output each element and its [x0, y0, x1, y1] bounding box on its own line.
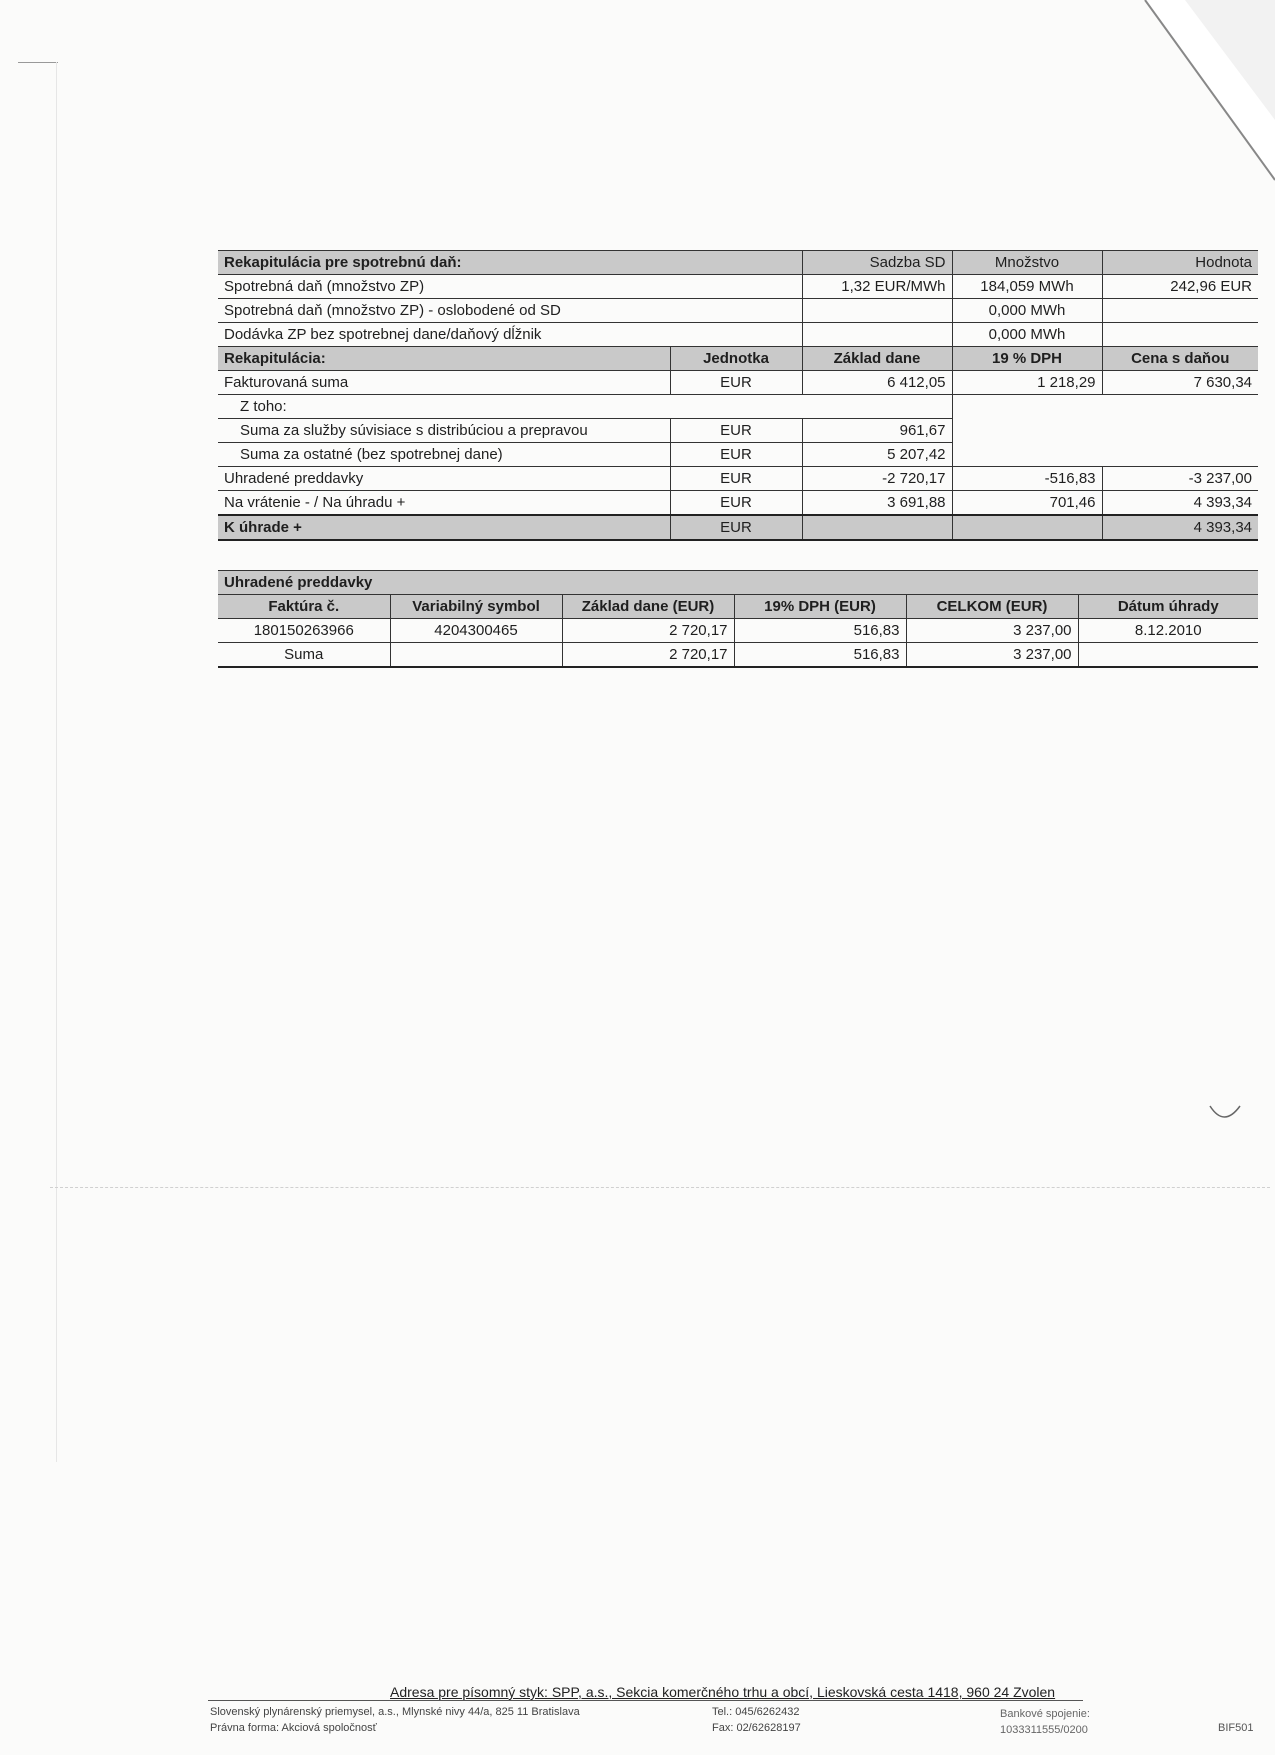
footer-divider: [208, 1700, 1083, 1701]
other-base: 5 207,42: [802, 443, 952, 467]
advance-date: 8.12.2010: [1078, 619, 1258, 643]
excise-row-value: [1102, 299, 1258, 323]
recap-header-unit: Jednotka: [670, 347, 802, 371]
excise-row-quantity: 184,059 MWh: [952, 275, 1102, 299]
of-which-label: Z toho:: [218, 395, 952, 419]
col-date: Dátum úhrady: [1078, 595, 1258, 619]
scan-mark: [18, 62, 58, 63]
excise-row-value: 242,96 EUR: [1102, 275, 1258, 299]
excise-row-rate: [802, 299, 952, 323]
excise-row-rate: 1,32 EUR/MWh: [802, 275, 952, 299]
advances-table: [218, 570, 1258, 668]
advances-title: Uhradené preddavky: [218, 571, 1258, 595]
sum-base: 2 720,17: [562, 643, 734, 668]
services-label: Suma za služby súvisiace s distribúciou a prepravou: [218, 419, 670, 443]
col-total: CELKOM (EUR): [906, 595, 1078, 619]
other-unit: EUR: [670, 443, 802, 467]
footer-company: Slovenský plynárenský priemysel, a.s., Mlynské nivy 44/a, 825 11 Bratislava: [210, 1706, 580, 1718]
footer-bank-account: 1033311555/0200: [1000, 1724, 1088, 1736]
refund-total: 4 393,34: [1102, 491, 1258, 516]
advance-symbol: 4204300465: [390, 619, 562, 643]
col-vat: 19% DPH (EUR): [734, 595, 906, 619]
advance-invoice: 180150263966: [218, 619, 390, 643]
footer-bank-label: Bankové spojenie:: [1000, 1708, 1090, 1720]
excise-row-rate: [802, 323, 952, 347]
paid-base: -2 720,17: [802, 467, 952, 491]
to-pay-total: 4 393,34: [1102, 515, 1258, 540]
recapitulation-table: [218, 250, 1258, 541]
folded-corner: [1125, 0, 1275, 190]
advance-base: 2 720,17: [562, 619, 734, 643]
scan-curve-mark: [1206, 1102, 1246, 1124]
invoiced-vat: 1 218,29: [952, 371, 1102, 395]
to-pay-label: K úhrade +: [218, 515, 670, 540]
sum-vat: 516,83: [734, 643, 906, 668]
excise-row-label: Spotrebná daň (množstvo ZP) - oslobodené od SD: [218, 299, 802, 323]
excise-header-rate: Sadzba SD: [802, 251, 952, 275]
footer-form-code: BIF501: [1218, 1722, 1254, 1734]
refund-base: 3 691,88: [802, 491, 952, 516]
footer-tel: Tel.: 045/6262432: [712, 1706, 800, 1718]
sum-label: Suma: [218, 643, 390, 668]
recap-header-total: Cena s daňou: [1102, 347, 1258, 371]
footer-address: Adresa pre písomný styk: SPP, a.s., Sekcia komerčného trhu a obcí, Lieskovská cesta 1418, 960 24 Zvolen: [390, 1684, 1056, 1700]
invoiced-label: Fakturovaná suma: [218, 371, 670, 395]
to-pay-unit: EUR: [670, 515, 802, 540]
paid-total: -3 237,00: [1102, 467, 1258, 491]
advance-vat: 516,83: [734, 619, 906, 643]
advance-total: 3 237,00: [906, 619, 1078, 643]
paid-label: Uhradené preddavky: [218, 467, 670, 491]
refund-vat: 701,46: [952, 491, 1102, 516]
excise-header-quantity: Množstvo: [952, 251, 1102, 275]
excise-row-quantity: 0,000 MWh: [952, 299, 1102, 323]
recap-header-base: Základ dane: [802, 347, 952, 371]
paid-vat: -516,83: [952, 467, 1102, 491]
col-symbol: Variabilný symbol: [390, 595, 562, 619]
recap-header-vat: 19 % DPH: [952, 347, 1102, 371]
recap-header-label: Rekapitulácia:: [218, 347, 670, 371]
refund-label: Na vrátenie - / Na úhradu +: [218, 491, 670, 516]
fold-line: [50, 1187, 1270, 1189]
footer-fax: Fax: 02/62628197: [712, 1722, 801, 1734]
col-invoice: Faktúra č.: [218, 595, 390, 619]
excise-header-value: Hodnota: [1102, 251, 1258, 275]
services-unit: EUR: [670, 419, 802, 443]
excise-row-label: Dodávka ZP bez spotrebnej dane/daňový dĺžnik: [218, 323, 802, 347]
invoiced-unit: EUR: [670, 371, 802, 395]
paid-unit: EUR: [670, 467, 802, 491]
invoiced-base: 6 412,05: [802, 371, 952, 395]
sum-total: 3 237,00: [906, 643, 1078, 668]
excise-row-label: Spotrebná daň (množstvo ZP): [218, 275, 802, 299]
col-base: Základ dane (EUR): [562, 595, 734, 619]
other-label: Suma za ostatné (bez spotrebnej dane): [218, 443, 670, 467]
services-base: 961,67: [802, 419, 952, 443]
excise-header-label: Rekapitulácia pre spotrebnú daň:: [218, 251, 802, 275]
invoiced-total: 7 630,34: [1102, 371, 1258, 395]
excise-row-value: [1102, 323, 1258, 347]
scan-edge: [56, 62, 57, 1462]
excise-row-quantity: 0,000 MWh: [952, 323, 1102, 347]
refund-unit: EUR: [670, 491, 802, 516]
footer-legal-form: Právna forma: Akciová spoločnosť: [210, 1722, 377, 1734]
